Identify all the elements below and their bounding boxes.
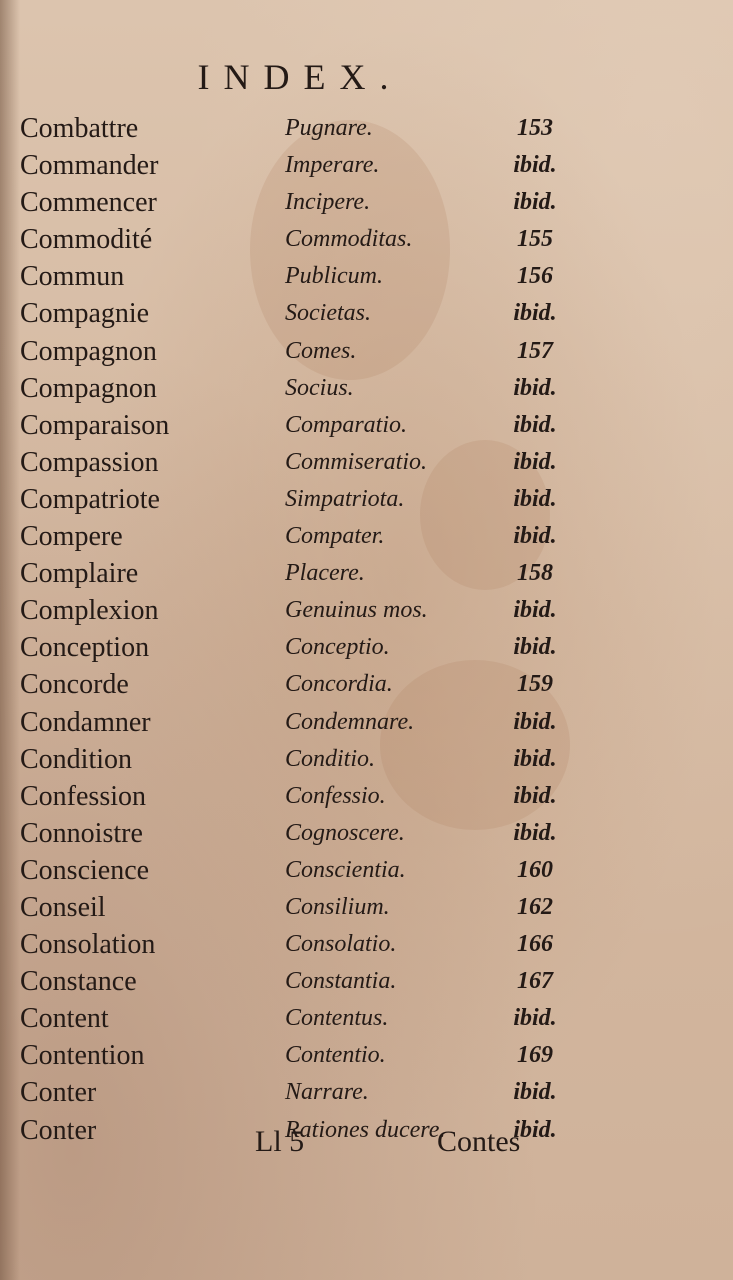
index-entry [20, 889, 580, 926]
french-term: Compassion [20, 446, 159, 478]
page-footer [0, 1125, 733, 1169]
index-entry [20, 592, 580, 629]
latin-term: Conscientia. [285, 856, 406, 883]
page-reference: 158 [517, 560, 553, 587]
catchword: Contes [437, 1125, 521, 1158]
latin-term: Simpatriota. [285, 485, 405, 512]
page-reference: 160 [517, 856, 553, 883]
latin-term: Cognoscere. [285, 819, 405, 846]
latin-term: Commoditas. [285, 226, 413, 253]
latin-term: Comparatio. [285, 411, 408, 438]
french-term: Confession [20, 780, 146, 812]
latin-term: Concordia. [285, 671, 393, 698]
page-reference: 159 [517, 671, 553, 698]
latin-term: Compater. [285, 523, 385, 550]
french-term: Conscience [20, 854, 150, 886]
page-reference: ibid. [513, 300, 557, 327]
index-entry [20, 1037, 580, 1074]
signature-mark: Ll 5 [255, 1125, 305, 1158]
index-entry [20, 444, 580, 481]
latin-term: Consolatio. [285, 931, 397, 958]
page-reference: ibid. [513, 1005, 557, 1032]
page-reference: ibid. [513, 745, 557, 772]
latin-term: Commiseratio. [285, 448, 428, 475]
page-reference: 153 [517, 115, 553, 141]
french-term: Conception [20, 632, 150, 664]
page-reference: 156 [517, 263, 553, 290]
french-term: Conter [20, 1114, 97, 1146]
french-term: Constance [20, 966, 137, 998]
index-entry [20, 852, 580, 889]
index-entries [20, 110, 580, 1149]
page-reference: 166 [517, 931, 553, 958]
latin-term: Consilium. [285, 893, 390, 920]
latin-term: Rationes ducere. [285, 1116, 446, 1143]
french-term: Commodité [20, 224, 153, 256]
latin-term: Publicum. [285, 263, 383, 290]
french-term: Condition [20, 743, 133, 775]
index-entry [20, 407, 580, 444]
page-reference: ibid. [513, 782, 557, 809]
page-reference: ibid. [513, 1079, 557, 1106]
latin-term: Pugnare. [285, 115, 373, 141]
french-term: Conter [20, 1077, 97, 1109]
page-reference: ibid. [513, 411, 557, 438]
french-term: Content [20, 1003, 109, 1035]
index-entry [20, 370, 580, 407]
latin-term: Conditio. [285, 745, 376, 772]
index-entry [20, 147, 580, 184]
page-title: INDEX. [197, 57, 403, 97]
index-entry [20, 666, 580, 703]
page-reference: ibid. [513, 374, 557, 401]
latin-term: Placere. [285, 560, 365, 587]
latin-term: Condemnare. [285, 708, 415, 735]
index-entry [20, 481, 580, 518]
index-entry [20, 184, 580, 221]
latin-term: Genuinus mos. [285, 597, 428, 624]
french-term: Compatriote [20, 483, 160, 515]
french-term: Contention [20, 1040, 145, 1072]
french-term: Comparaison [20, 409, 170, 441]
index-entry [20, 926, 580, 963]
french-term: Compere [20, 521, 123, 553]
index-entry [20, 1074, 580, 1111]
latin-term: Incipere. [285, 189, 371, 216]
page-reference: ibid. [513, 634, 557, 661]
page-reference: ibid. [513, 485, 557, 512]
latin-term: Socius. [285, 374, 354, 401]
latin-term: Narrare. [285, 1079, 369, 1106]
index-entry [20, 110, 580, 147]
index-entry [20, 704, 580, 741]
page-reference: ibid. [513, 523, 557, 550]
french-term: Commencer [20, 187, 157, 219]
french-term: Commander [20, 150, 159, 182]
page-reference: 167 [517, 968, 553, 995]
french-term: Conseil [20, 891, 106, 923]
index-entry [20, 555, 580, 592]
page-reference: ibid. [513, 448, 557, 475]
index-entry [20, 295, 580, 332]
french-term: Complexion [20, 595, 159, 627]
index-entry [20, 963, 580, 1000]
index-entry [20, 741, 580, 778]
latin-term: Comes. [285, 337, 357, 364]
page-reference: 155 [517, 226, 553, 253]
latin-term: Contentio. [285, 1042, 386, 1069]
french-term: Complaire [20, 558, 139, 590]
index-entry [20, 815, 580, 852]
french-term: Commun [20, 261, 125, 293]
french-term: Consolation [20, 929, 156, 961]
french-term: Compagnon [20, 372, 157, 404]
page-reference: 162 [517, 893, 553, 920]
page-reference: ibid. [513, 708, 557, 735]
french-term: Connoistre [20, 817, 143, 849]
latin-term: Conceptio. [285, 634, 390, 661]
index-entry [20, 629, 580, 666]
french-term: Compagnie [20, 298, 150, 330]
latin-term: Societas. [285, 300, 371, 327]
index-entry [20, 258, 580, 295]
latin-term: Imperare. [285, 152, 380, 179]
french-term: Concorde [20, 669, 129, 701]
french-term: Compagnon [20, 335, 157, 367]
page-reference: ibid. [513, 189, 557, 216]
latin-term: Contentus. [285, 1005, 389, 1032]
page-edge-shadow [0, 0, 20, 1280]
french-term: Combattre [20, 113, 139, 144]
page-reference: ibid. [513, 152, 557, 179]
index-entry [20, 778, 580, 815]
latin-term: Confessio. [285, 782, 386, 809]
index-entry [20, 518, 580, 555]
page-reference: ibid. [513, 1116, 557, 1143]
index-entry [20, 221, 580, 258]
index-entry [20, 1000, 580, 1037]
page-reference: ibid. [513, 597, 557, 624]
index-entry [20, 333, 580, 370]
page-reference: ibid. [513, 819, 557, 846]
french-term: Condamner [20, 706, 151, 738]
page-reference: 169 [517, 1042, 553, 1069]
latin-term: Constantia. [285, 968, 397, 995]
page-reference: 157 [517, 337, 553, 364]
